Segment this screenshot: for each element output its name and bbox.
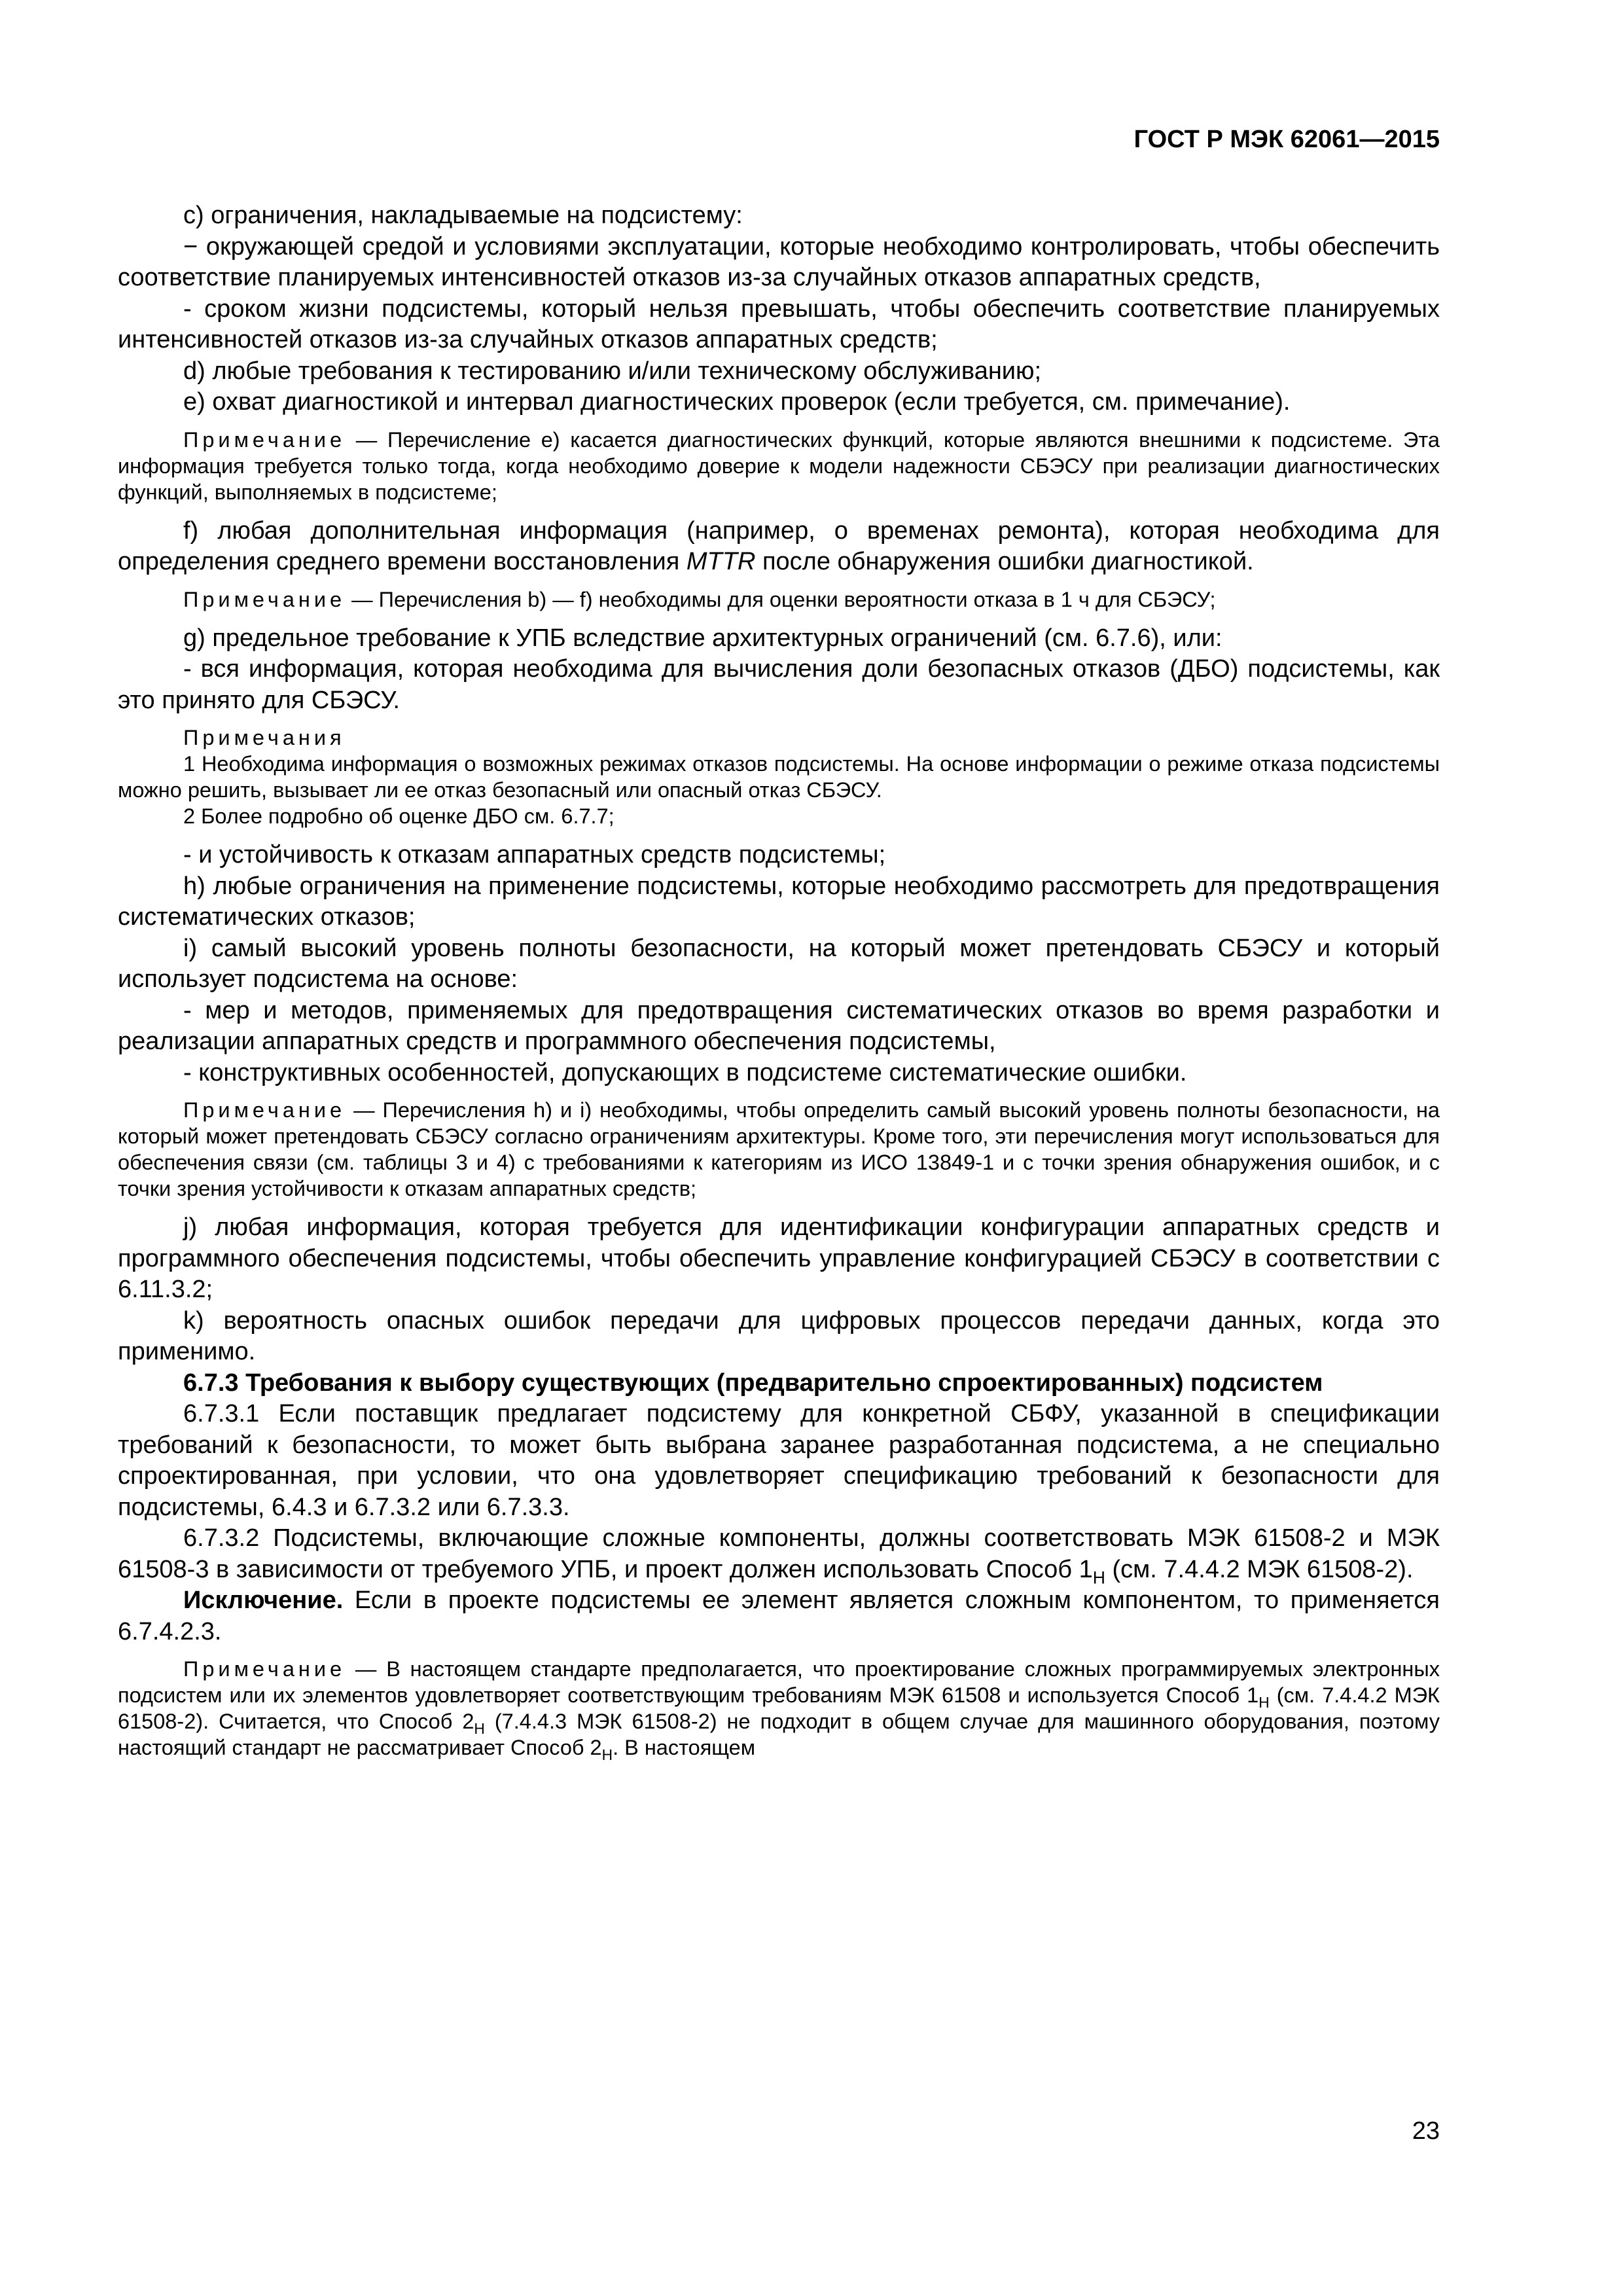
- paragraph-text: 6.7.3.2 Подсистемы, включающие сложные компоненты, должны соответствовать МЭК 61508-2 и МЭК 61508-3 в зависимости от требуемого УПБ, и проект должен использовать Способ 1: [118, 1524, 1440, 1583]
- paragraph: [118, 516, 1440, 578]
- paragraph: g) предельное требование к УПБ вследствие архитектурных ограничений (см. 6.7.6), или:: [183, 624, 1222, 652]
- subscript: Н: [1092, 1567, 1105, 1587]
- paragraph-text: после обнаружения ошибки диагностикой.: [755, 548, 1254, 575]
- note: [118, 586, 1440, 613]
- note-label: Примечание: [183, 587, 346, 611]
- paragraph: j) любая информация, которая требуется для идентификации конфигурации аппаратных средств и программного обеспечения подсистемы, чтобы обеспечить управление конфигурацией СБЭСУ в соответствии с 6.11.3.2;: [118, 1213, 1440, 1303]
- paragraph: - вся информация, которая необходима для вычисления доли безопасных отказов (ДБО) подсистемы, как это принято для СБЭСУ.: [118, 655, 1440, 714]
- paragraph: d) любые требования к тестированию и/или техническому обслуживанию;: [183, 357, 1042, 385]
- paragraph: - конструктивных особенностей, допускающих в подсистеме систематические ошибки.: [183, 1058, 1187, 1086]
- subscript: Н: [601, 1746, 613, 1763]
- note-label: Примечание: [183, 427, 346, 452]
- document-header: ГОСТ Р МЭК 62061—2015: [1133, 126, 1440, 153]
- paragraph: h) любые ограничения на применение подсистемы, которые необходимо рассмотреть для предотвращения систематических отказов;: [118, 872, 1440, 931]
- page-content: [118, 124, 1440, 1771]
- paragraph-text: f) любая дополнительная информация (например, о временах ремонта), которая необходима для определения среднего времени восстановления: [118, 516, 1440, 575]
- page-number: 23: [1412, 2117, 1440, 2145]
- subscript: Н: [474, 1719, 485, 1737]
- paragraph-text: Если в проекте подсистемы ее элемент является сложным компонентом, то применяется 6.7.4.2.3.: [118, 1587, 1440, 1645]
- paragraph: - мер и методов, применяемых для предотвращения систематических отказов во время разработки и реализации аппаратных средств и программного обеспечения подсистемы,: [118, 996, 1440, 1055]
- note-text: — В настоящем стандарте предполагается, что проектирование сложных программируемых электронных подсистем или их элементов удовлетворяет соответствующим требованиям МЭК 61508 и используется Способ 1: [118, 1657, 1440, 1707]
- note-text: (7.4.4.3 МЭК 61508-2) не подходит в общем случае для машинного оборудования, поэтому настоящий стандарт не рассматривает Способ 2: [118, 1710, 1440, 1759]
- notes-label: [118, 725, 1440, 751]
- paragraph: k) вероятность опасных ошибок передачи для цифровых процессов передачи данных, когда это применимо.: [118, 1306, 1440, 1365]
- note: [118, 427, 1440, 505]
- paragraph: e) охват диагностикой и интервал диагностических проверок (если требуется, см. примечание).: [183, 388, 1291, 416]
- note-text: — Перечисления h) и i) необходимы, чтобы определить самый высокий уровень полноты безопасности, на который может претендовать СБЭСУ согласно ограничениям архитектуры. Кроме того, эти перечисления могут использоваться для обеспечения связи (см. таблицы 3 и 4) с требованиями к категориям из ИСО 13849-1 и с точки зрения обнаружения ошибок, и с точки зрения устойчивости к отказам аппаратных средств;: [118, 1098, 1440, 1200]
- paragraph: c) ограничения, накладываемые на подсистему:: [183, 202, 743, 229]
- note-text: — Перечисления b) — f) необходимы для оценки вероятности отказа в 1 ч для СБЭСУ;: [346, 587, 1216, 611]
- subscript: Н: [1258, 1693, 1270, 1711]
- note-label: Примечания: [183, 726, 346, 749]
- paragraph: − окружающей средой и условиями эксплуатации, которые необходимо контролировать, чтобы обеспечить соответствие планируемых интенсивностей отказов из-за случайных отказов аппаратных средств,: [118, 232, 1440, 291]
- note-item: 1 Необходима информация о возможных режимах отказов подсистемы. На основе информации о режиме отказа подсистемы можно решить, вызывает ли ее отказ безопасный или опасный отказ СБЭСУ.: [118, 752, 1440, 802]
- note-text: . В настоящем: [613, 1736, 756, 1759]
- paragraph-text: (см. 7.4.4.2 МЭК 61508-2).: [1105, 1555, 1414, 1583]
- note-label: Примечание: [183, 1657, 346, 1681]
- note: [118, 1097, 1440, 1202]
- note: [118, 1656, 1440, 1761]
- note-text: (см. 7.4.4.2 МЭК 61508-2). Считается, что Способ 2: [118, 1683, 1440, 1733]
- section-heading: 6.7.3 Требования к выбору существующих (предварительно спроектированных) подсистем: [183, 1369, 1323, 1397]
- italic-term: MTTR: [686, 548, 756, 575]
- paragraph: [118, 1585, 1440, 1647]
- note-text: — Перечисление e) касается диагностических функций, которые являются внешними к подсистеме. Эта информация требуется только тогда, когда необходимо доверие к модели надежности СБЭСУ при реализации диагностических функций, выполняемых в подсистеме;: [118, 427, 1440, 504]
- paragraph: - и устойчивость к отказам аппаратных средств подсистемы;: [183, 841, 886, 869]
- paragraph: - сроком жизни подсистемы, который нельзя превышать, чтобы обеспечить соответствие планируемых интенсивностей отказов из-за случайных отказов аппаратных средств;: [118, 295, 1440, 353]
- paragraph: i) самый высокий уровень полноты безопасности, на который может претендовать СБЭСУ и который использует подсистема на основе:: [118, 934, 1440, 993]
- paragraph: [118, 1523, 1440, 1585]
- paragraph: 6.7.3.1 Если поставщик предлагает подсистему для конкретной СБФУ, указанной в спецификации требований к безопасности, то может быть выбрана заранее разработанная подсистема, а не специально спроектированная, при условии, что она удовлетворяет спецификацию требований к безопасности для подсистемы, 6.4.3 и 6.7.3.2 или 6.7.3.3.: [118, 1400, 1440, 1521]
- note-label: Примечание: [183, 1098, 346, 1122]
- document-body: [118, 200, 1440, 1761]
- bold-lead: Исключение.: [183, 1587, 344, 1614]
- notes-block: [118, 725, 1440, 829]
- note-item: 2 Более подробно об оценке ДБО см. 6.7.7;: [183, 804, 615, 828]
